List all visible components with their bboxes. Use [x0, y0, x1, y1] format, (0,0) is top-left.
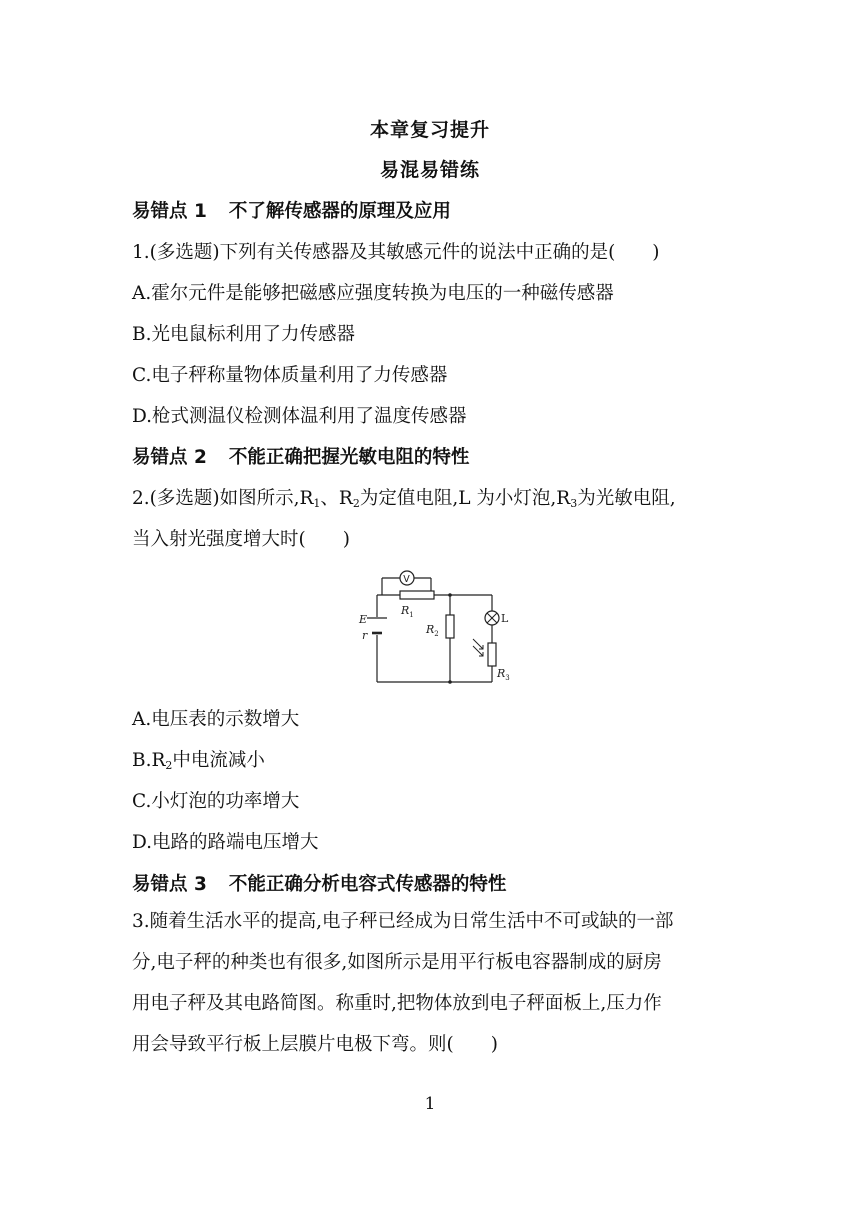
question-3-line: 分,电子秤的种类也有很多,如图所示是用平行板电容器制成的厨房: [132, 952, 662, 973]
section-heading-3: [132, 870, 506, 896]
circuit-diagram: [355, 565, 510, 690]
question-1-option-a: A.霍尔元件是能够把磁感应强度转换为电压的一种磁传感器: [132, 283, 614, 304]
voltmeter-label: V: [403, 573, 410, 585]
question-2-line-2: 当入射光强度增大时( ): [132, 529, 350, 550]
resistor-r2: [446, 615, 454, 638]
r1-label: $R_1$: [401, 604, 414, 619]
page-number: 1: [424, 1094, 436, 1114]
question-1-option-b: B.光电鼠标利用了力传感器: [132, 324, 355, 345]
section-tag: 易错点 2: [132, 447, 207, 468]
question-1-option-c: C.电子秤称量物体质量利用了力传感器: [132, 365, 448, 386]
question-3-line: 用电子秤及其电路简图。称重时,把物体放到电子秤面板上,压力作: [132, 993, 662, 1014]
lamp-label: L: [501, 612, 509, 625]
internal-resistance-label: r: [362, 629, 368, 642]
r2-label: $R_2$: [426, 623, 439, 638]
section-title: 不能正确分析电容式传感器的特性: [228, 874, 507, 895]
r3-label: $R_3$: [497, 667, 510, 682]
section-heading-1: [132, 197, 451, 223]
section-tag: 易错点 3: [132, 874, 207, 895]
question-3-line: 3.随着生活水平的提高,电子秤已经成为日常生活中不可或缺的一部: [132, 911, 674, 932]
question-1: 1.(多选题)下列有关传感器及其敏感元件的说法中正确的是( ): [132, 242, 660, 263]
question-2-option-c: C.小灯泡的功率增大: [132, 791, 300, 812]
section-title: 不了解传感器的原理及应用: [228, 201, 451, 222]
question-3: [132, 901, 732, 1065]
section-heading-2: [132, 443, 469, 469]
light-arrows-icon: [473, 639, 483, 656]
question-2-option-d: D.电路的路端电压增大: [132, 832, 319, 853]
question-2-line-1: 2.(多选题)如图所示$,R_1$、$R_2$为定值电阻,L 为小灯泡$,R_3$为光敏电阻,: [132, 488, 676, 510]
emf-label: E: [359, 613, 368, 626]
question-2-option-b: $B.R_2$中电流减小: [132, 750, 265, 772]
question-1-option-d: D.枪式测温仪检测体温利用了温度传感器: [132, 406, 467, 427]
question-3-line: 用会导致平行板上层膜片电极下弯。则( ): [132, 1034, 498, 1055]
chapter-title: 本章复习提升: [369, 119, 490, 141]
section-tag: 易错点 1: [132, 201, 207, 222]
question-2-option-a: A.电压表的示数增大: [132, 709, 300, 730]
section-title: 不能正确把握光敏电阻的特性: [228, 447, 470, 468]
photoresistor-r3: [488, 643, 496, 666]
chapter-subtitle: 易混易错练: [379, 159, 480, 181]
resistor-r1: [400, 591, 434, 599]
